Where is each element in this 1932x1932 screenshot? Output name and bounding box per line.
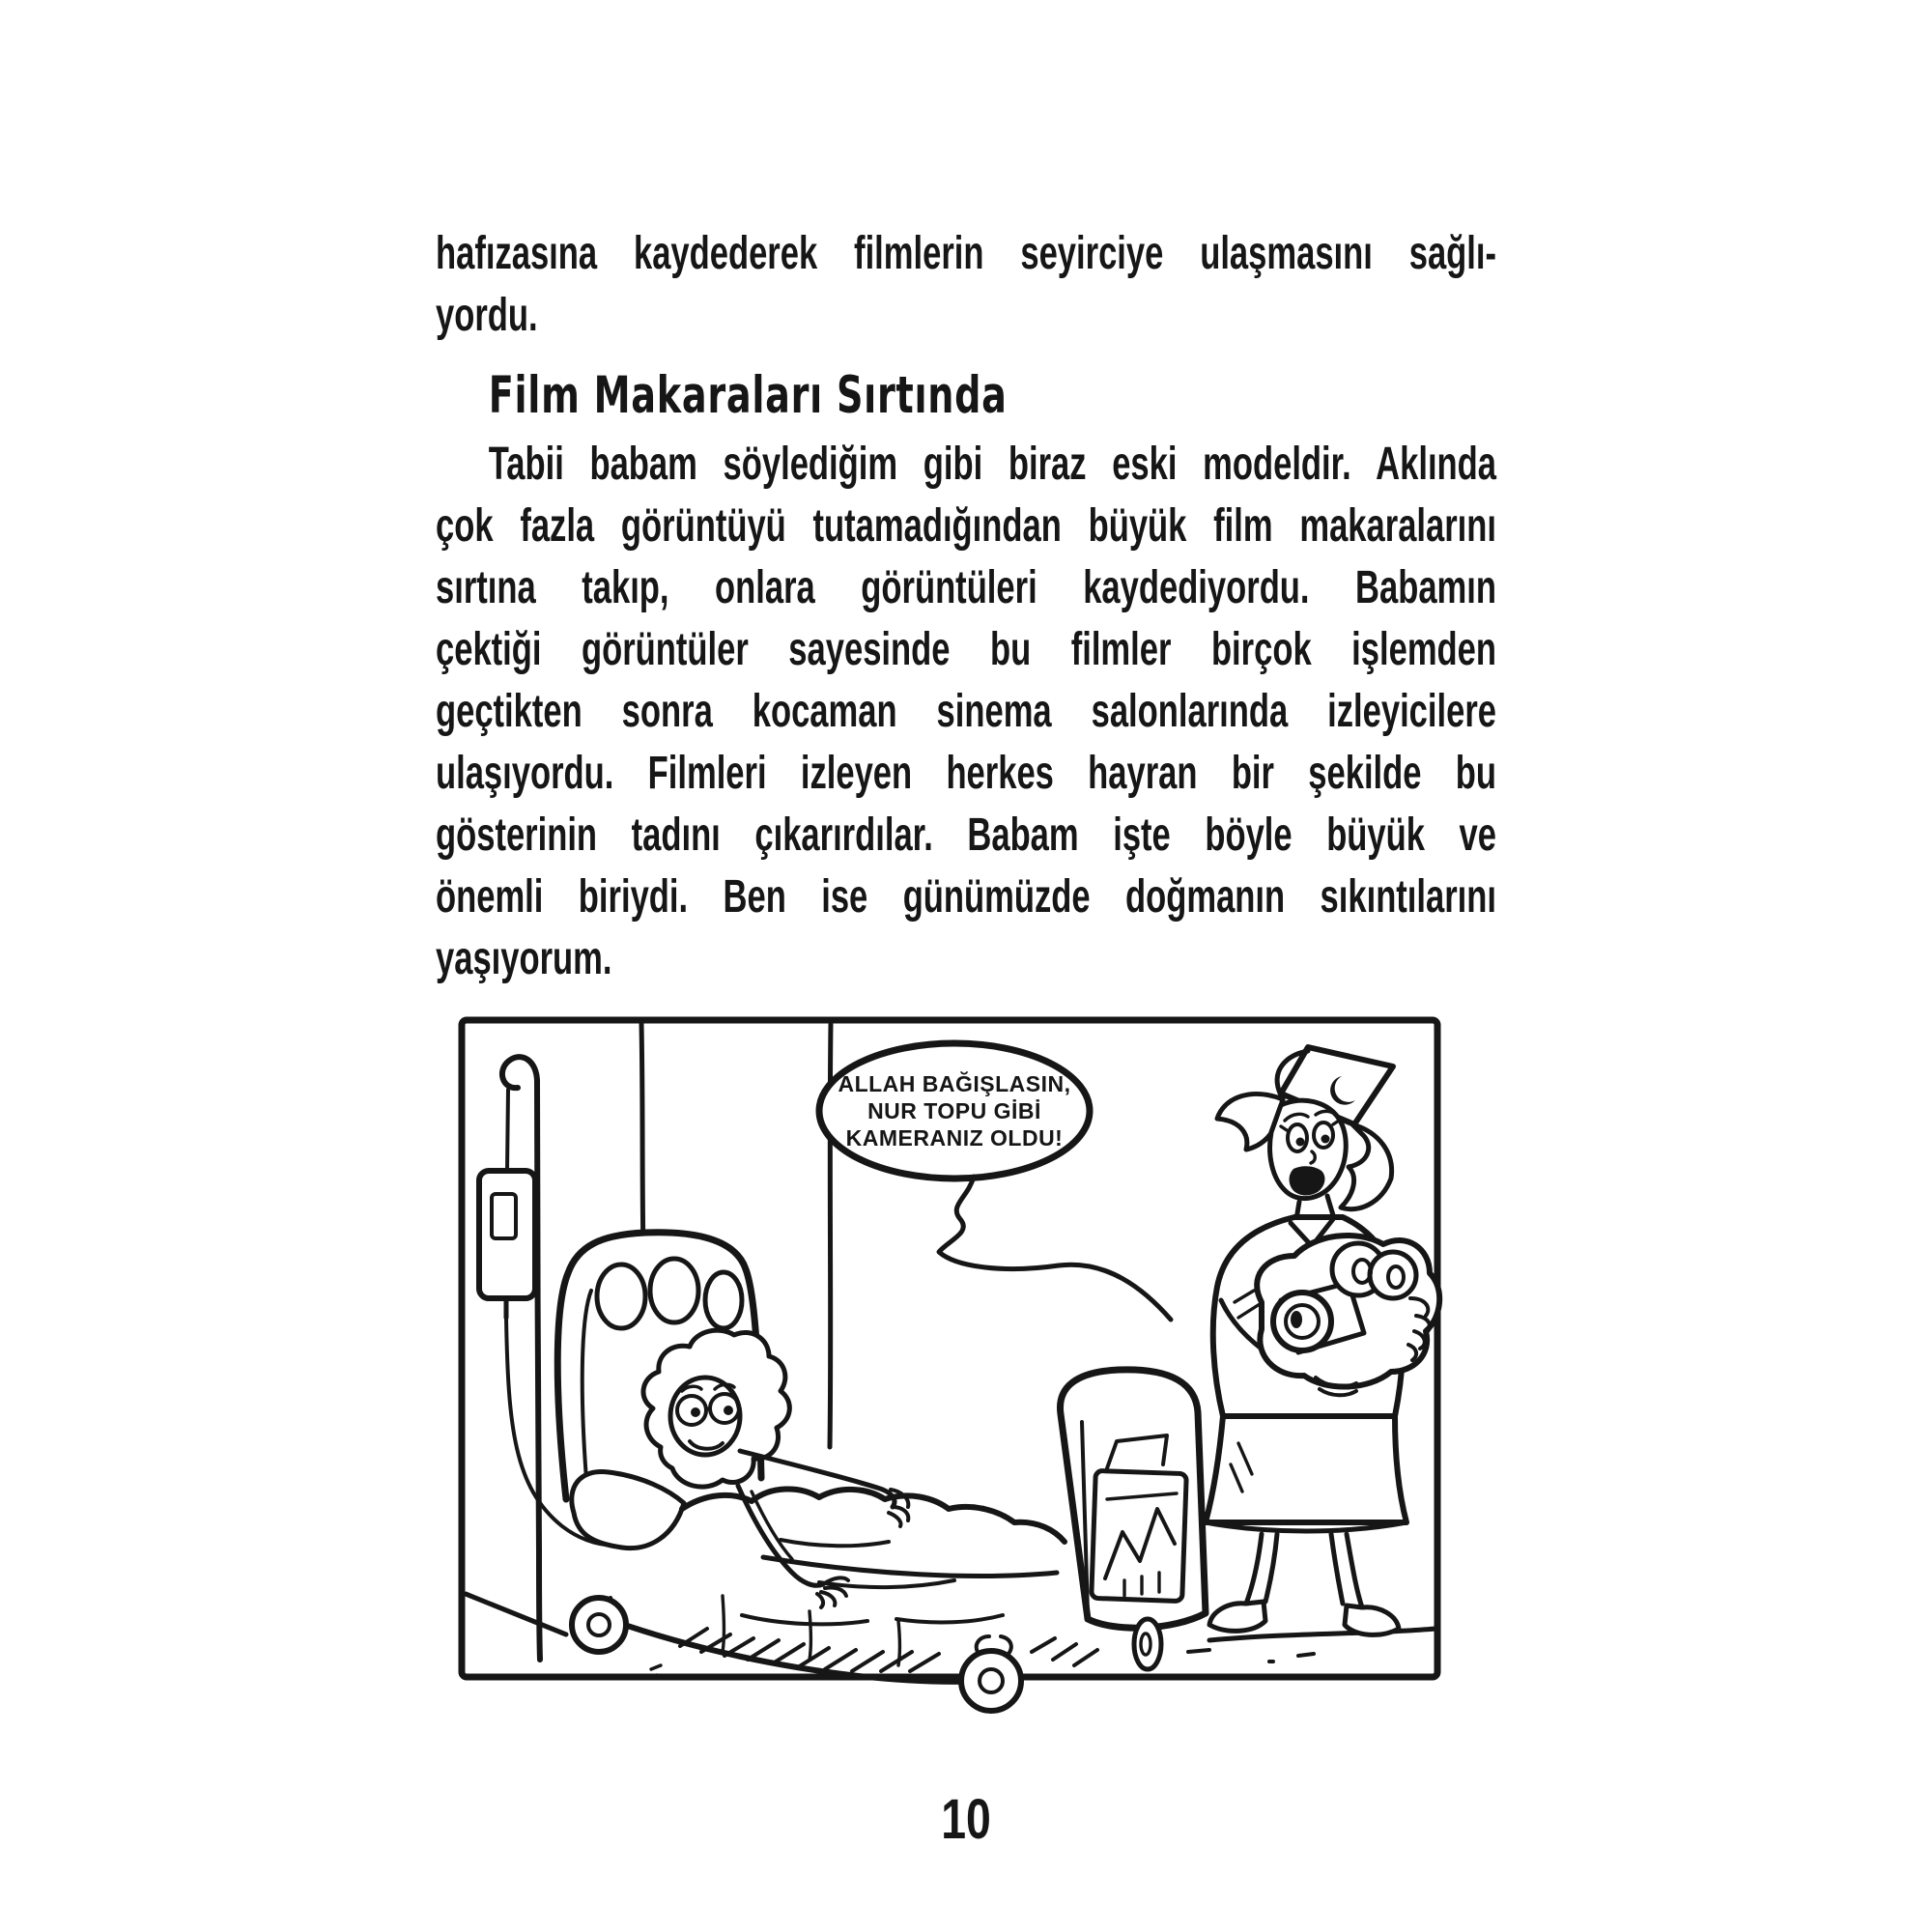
text-line: önemli biriydi. Ben ise günümüzde doğmanın sıkıntılarını <box>436 871 1496 923</box>
nurse <box>1206 1047 1439 1634</box>
speech-bubble-line: KAMERANIZ OLDU! <box>845 1125 1064 1151</box>
iv-pole <box>537 1080 540 1660</box>
section-heading: Film Makaraları Sırtında <box>488 366 1008 425</box>
nurse-leg <box>1331 1534 1362 1607</box>
chart-paper <box>1107 1435 1167 1468</box>
nurse-skirt <box>1206 1416 1406 1522</box>
cartoon-panel <box>452 1010 1449 1731</box>
text-line: yaşıyorum. <box>436 933 612 984</box>
camera-lens <box>1273 1293 1331 1350</box>
iv-bag <box>479 1171 535 1298</box>
paragraph-main <box>436 434 1496 990</box>
text-line: yordu. <box>436 290 538 341</box>
speech-bubble <box>819 1043 1171 1320</box>
page-number: 10 <box>941 1788 991 1851</box>
text-line: hafızasına kaydederek filmlerin seyirciye ulaşmasını sağlı- <box>436 228 1496 279</box>
bed-wheel <box>1134 1619 1161 1669</box>
nurse-shoe <box>1209 1602 1265 1631</box>
bed-wheel <box>961 1651 1021 1711</box>
text-column <box>436 223 1496 990</box>
text-line: ulaşıyordu. Filmleri izleyen herkes hayran bir şekilde bu <box>436 748 1496 799</box>
speech-bubble-line: ALLAH BAĞIŞLASIN, <box>838 1071 1071 1096</box>
text-line: çektiği görüntüler sayesinde bu filmler birçok işlemden <box>436 624 1496 675</box>
film-reel <box>1370 1252 1416 1298</box>
text-line: gösterinin tadını çıkarırdılar. Babam işte böyle büyük ve <box>436 810 1496 861</box>
cartoon-illustration <box>452 1010 1449 1731</box>
blanket <box>682 1489 1065 1624</box>
bed-base-edge <box>597 1615 989 1682</box>
text-line: sırtına takıp, onlara görüntüleri kaydediyordu. Babamın <box>436 562 1496 613</box>
speech-bubble-line: NUR TOPU GİBİ <box>867 1098 1041 1123</box>
paragraph-top <box>436 223 1496 347</box>
bed-wheels <box>572 1598 1161 1711</box>
text-line: geçtikten sonra kocaman sinema salonlarında izleyicilere <box>436 686 1496 737</box>
text-line: çok fazla görüntüyü tutamadığından büyük film makaralarını <box>436 500 1496 552</box>
patient <box>643 1330 908 1607</box>
bed-wheel <box>572 1598 626 1652</box>
iv-pole-hook <box>502 1057 537 1088</box>
nurse-leg <box>1246 1534 1277 1604</box>
text-line: Tabii babam söylediğim gibi biraz eski modeldir. Aklında <box>488 439 1497 490</box>
bed-footboard <box>1061 1370 1207 1628</box>
speech-bubble-tail <box>939 1177 1171 1320</box>
hospital-bed <box>557 1233 1057 1682</box>
nurse-shoe <box>1345 1605 1399 1634</box>
